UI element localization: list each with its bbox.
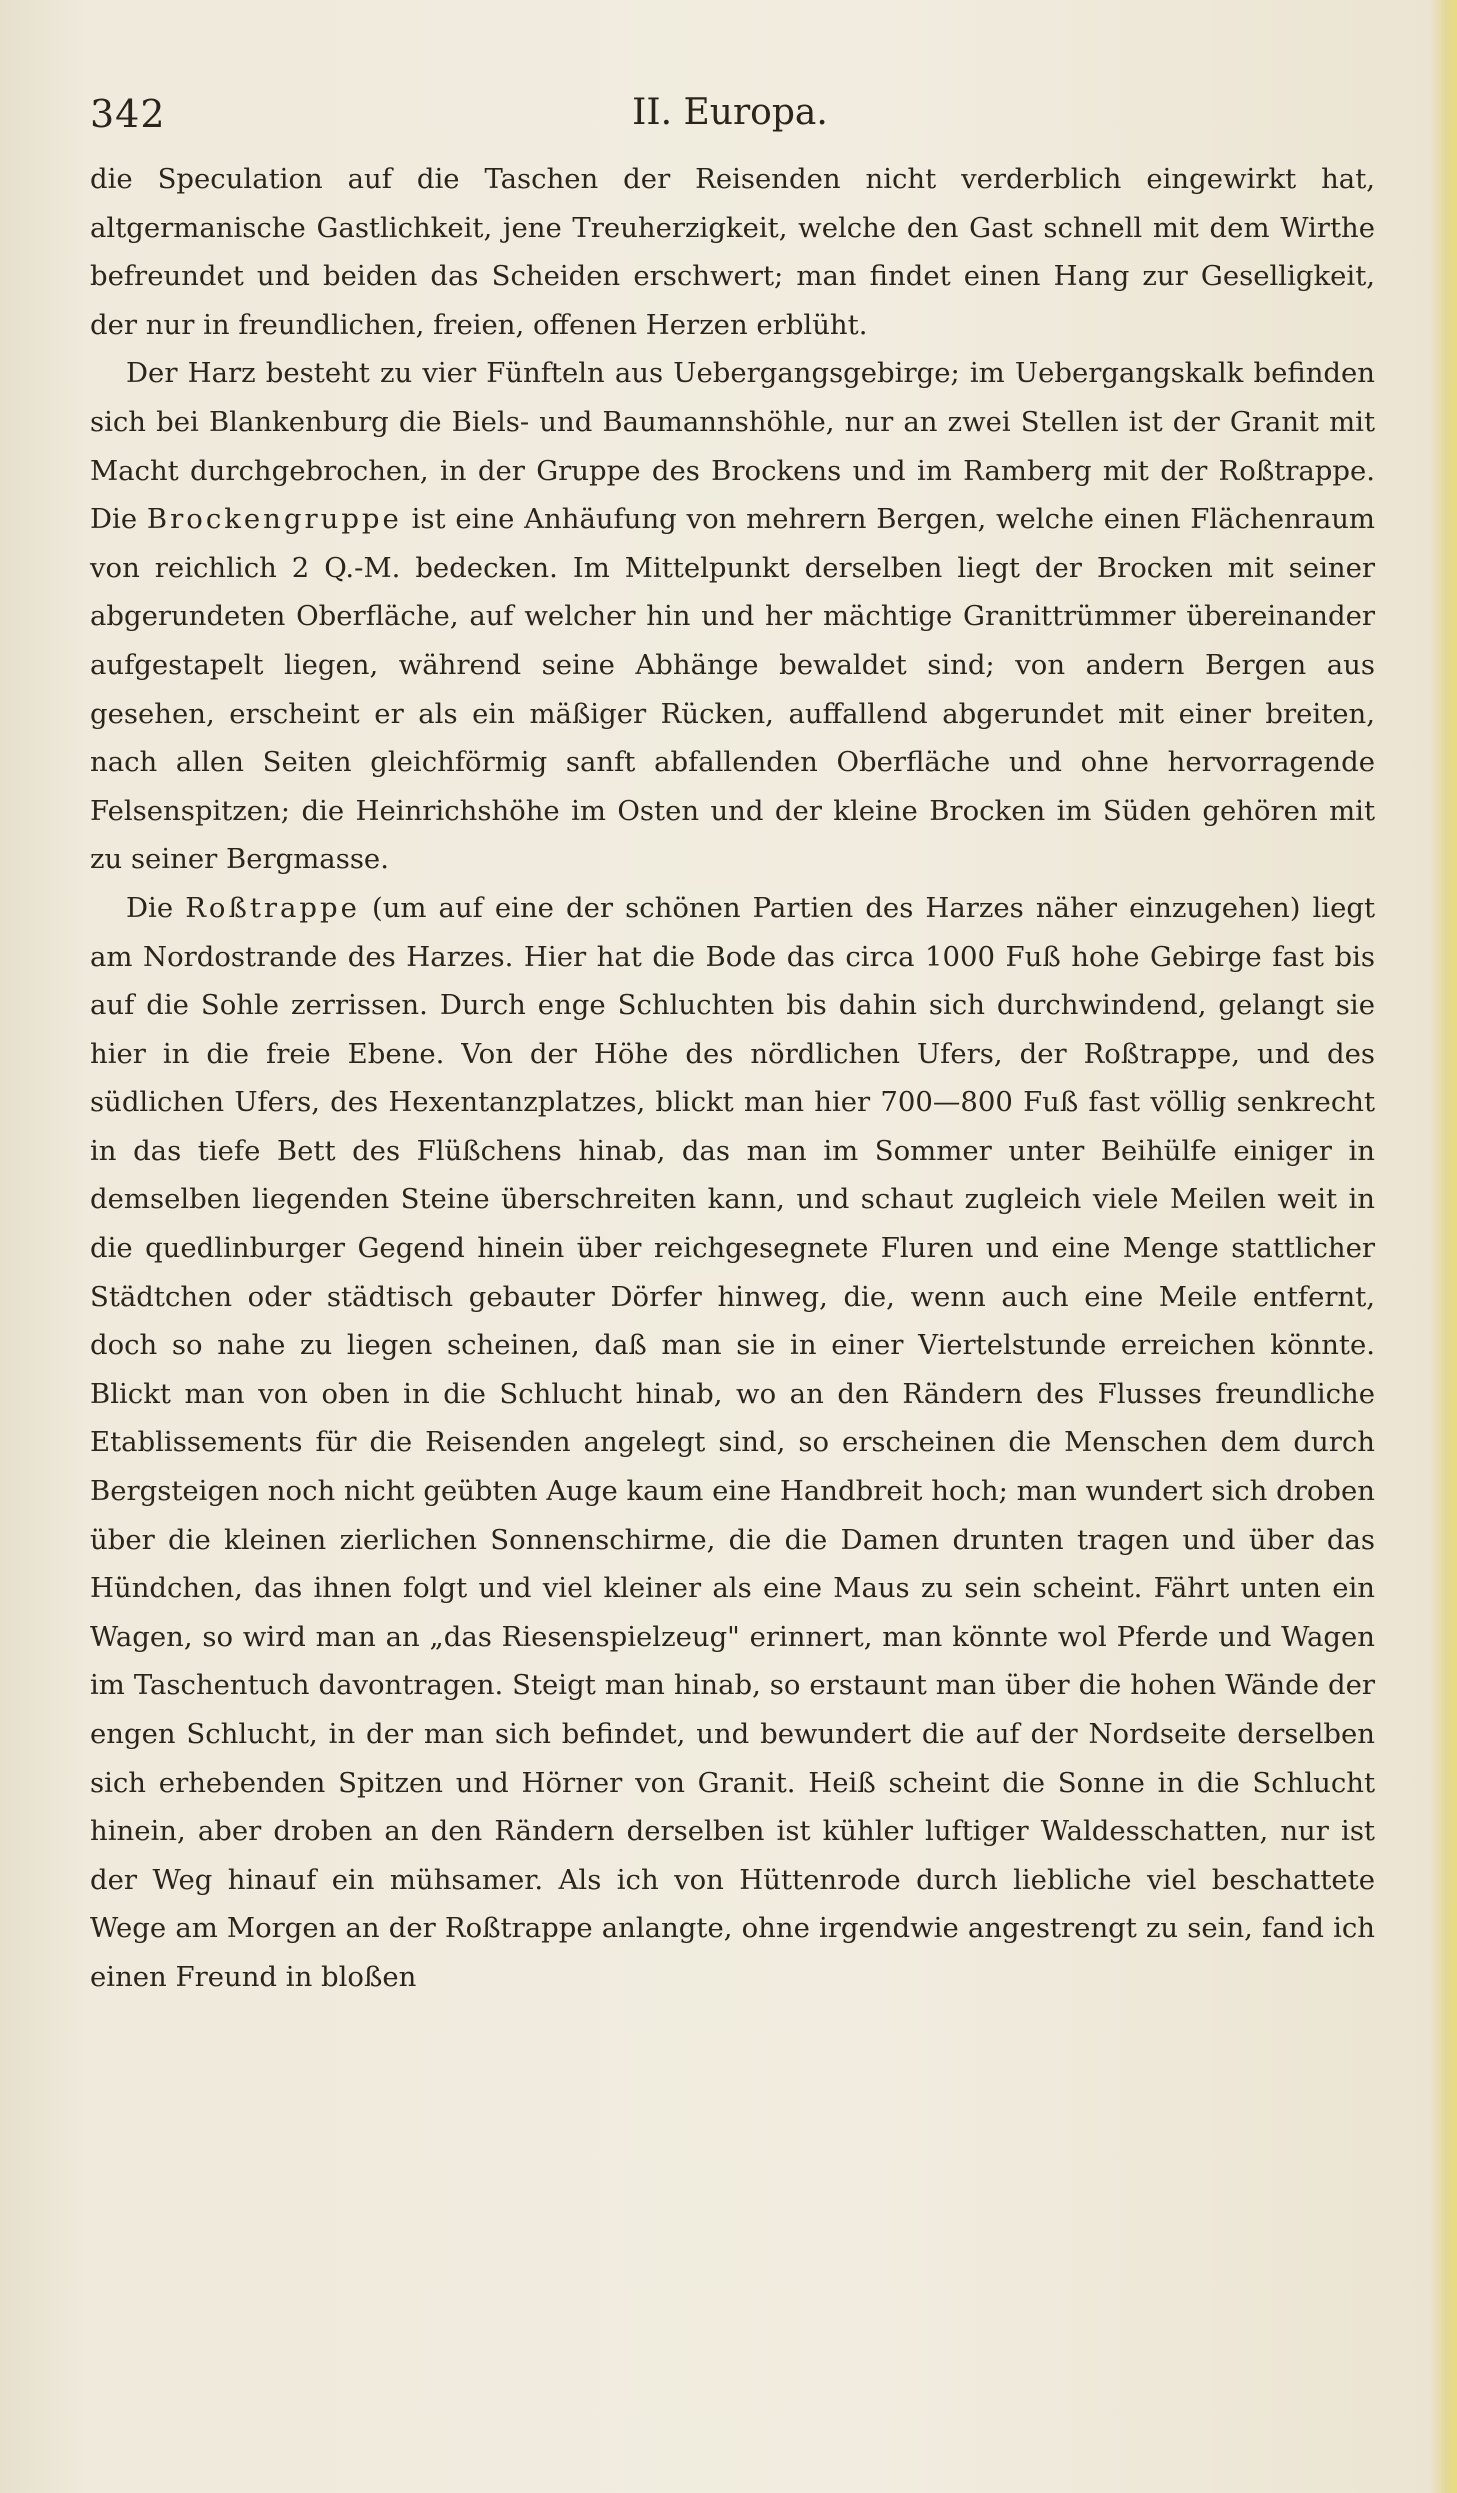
paragraph-1-text: die Speculation auf die Taschen der Reisenden nicht verderblich eingewirkt hat, altgermanische Gastlichkeit, jene Treuherzigkeit, welche den Gast schnell mit dem Wirthe befreundet und beiden das Scheiden erschwert; man findet einen Hang zur Geselligkeit, der nur in freundlichen, freien, offenen Herzen erblüht.	[90, 163, 1375, 341]
paragraph-1	[90, 155, 1375, 349]
running-head: II. Europa.	[632, 92, 828, 133]
page-header	[90, 92, 1370, 136]
paragraph-3-text: Die	[126, 891, 186, 924]
paragraph-2	[90, 349, 1375, 884]
paragraph-2-emphasis: Brockengruppe	[146, 503, 402, 536]
paragraph-2-text-after: ist eine Anhäufung von mehrern Bergen, welche einen Flächenraum von reichlich 2 Q.-M. bedecken. Im Mittelpunkt derselben liegt der Brocken mit seiner abgerundeten Oberfläche, auf welcher hin und her mächtige Granittrümmer übereinander aufgestapelt liegen, während seine Abhänge bewaldet sind; von andern Bergen aus gesehen, erscheint er als ein mäßiger Rücken, auffallend abgerundet mit einer breiten, nach allen Seiten gleichförmig sanft abfallenden Oberfläche und ohne hervorragende Felsenspitzen; die Heinrichshöhe im Osten und der kleine Brocken im Süden gehören mit zu seiner Bergmasse.	[90, 503, 1376, 876]
page-number: 342	[90, 92, 166, 136]
paragraph-3-emphasis: Roßtrappe	[185, 891, 360, 924]
paragraph-3-text-after: (um auf eine der schönen Partien des Harzes näher einzugehen) liegt am Nordostrande des Harzes. Hier hat die Bode das circa 1000 Fuß hohe Gebirge fast bis auf die Sohle zerrissen. Durch enge Schluchten bis dahin sich durchwindend, gelangt sie hier in die freie Ebene. Von der Höhe des nördlichen Ufers, der Roßtrappe, und des südlichen Ufers, des Hexentanzplatzes, blickt man hier 700—800 Fuß fast völlig senkrecht in das tiefe Bett des Flüßchens hinab, das man im Sommer unter Beihülfe einiger in demselben liegenden Steine überschreiten kann, und schaut zugleich viele Meilen weit in die quedlinburger Gegend hinein über reichgesegnete Fluren und eine Menge stattlicher Städtchen oder städtisch gebauter Dörfer hinweg, die, wenn auch eine Meile entfernt, doch so nahe zu liegen scheinen, daß man sie in einer Viertelstunde erreichen könnte. Blickt man von oben in die Schlucht hinab, wo an den Rändern des Flusses freundliche Etablissements für die Reisenden angelegt sind, so erscheinen die Menschen dem durch Bergsteigen noch nicht geübten Auge kaum eine Handbreit hoch; man wundert sich droben über die kleinen zierlichen Sonnenschirme, die die Damen drunten tragen und über das Hündchen, das ihnen folgt und viel kleiner als eine Maus zu sein scheint. Fährt unten ein Wagen, so wird man an „das Riesenspielzeug" erinnert, man könnte wol Pferde und Wagen im Taschentuch davontragen. Steigt man hinab, so erstaunt man über die hohen Wände der engen Schlucht, in der man sich befindet, und bewundert die auf der Nordseite derselben sich erhebenden Spitzen und Hörner von Granit. Heiß scheint die Sonne in die Schlucht hinein, aber droben an den Rändern derselben ist kühler luftiger Waldesschatten, nur ist der Weg hinauf ein mühsamer. Als ich von Hüttenrode durch liebliche viel beschattete Wege am Morgen an der Roßtrappe anlangte, ohne irgendwie angestrengt zu sein, fand ich einen Freund in bloßen	[90, 891, 1376, 1993]
paragraph-3	[90, 884, 1375, 2002]
page-edge	[1429, 0, 1457, 2493]
body-text	[90, 155, 1375, 2002]
paragraph-2-text: Der Harz besteht zu vier Fünfteln aus Uebergangsgebirge; im Uebergangskalk befinden sich bei Blankenburg die Biels- und Baumannshöhle, nur an zwei Stellen ist der Granit mit Macht durchgebrochen, in der Gruppe des Brockens und im Ramberg mit der Roßtrappe. Die	[90, 357, 1375, 536]
